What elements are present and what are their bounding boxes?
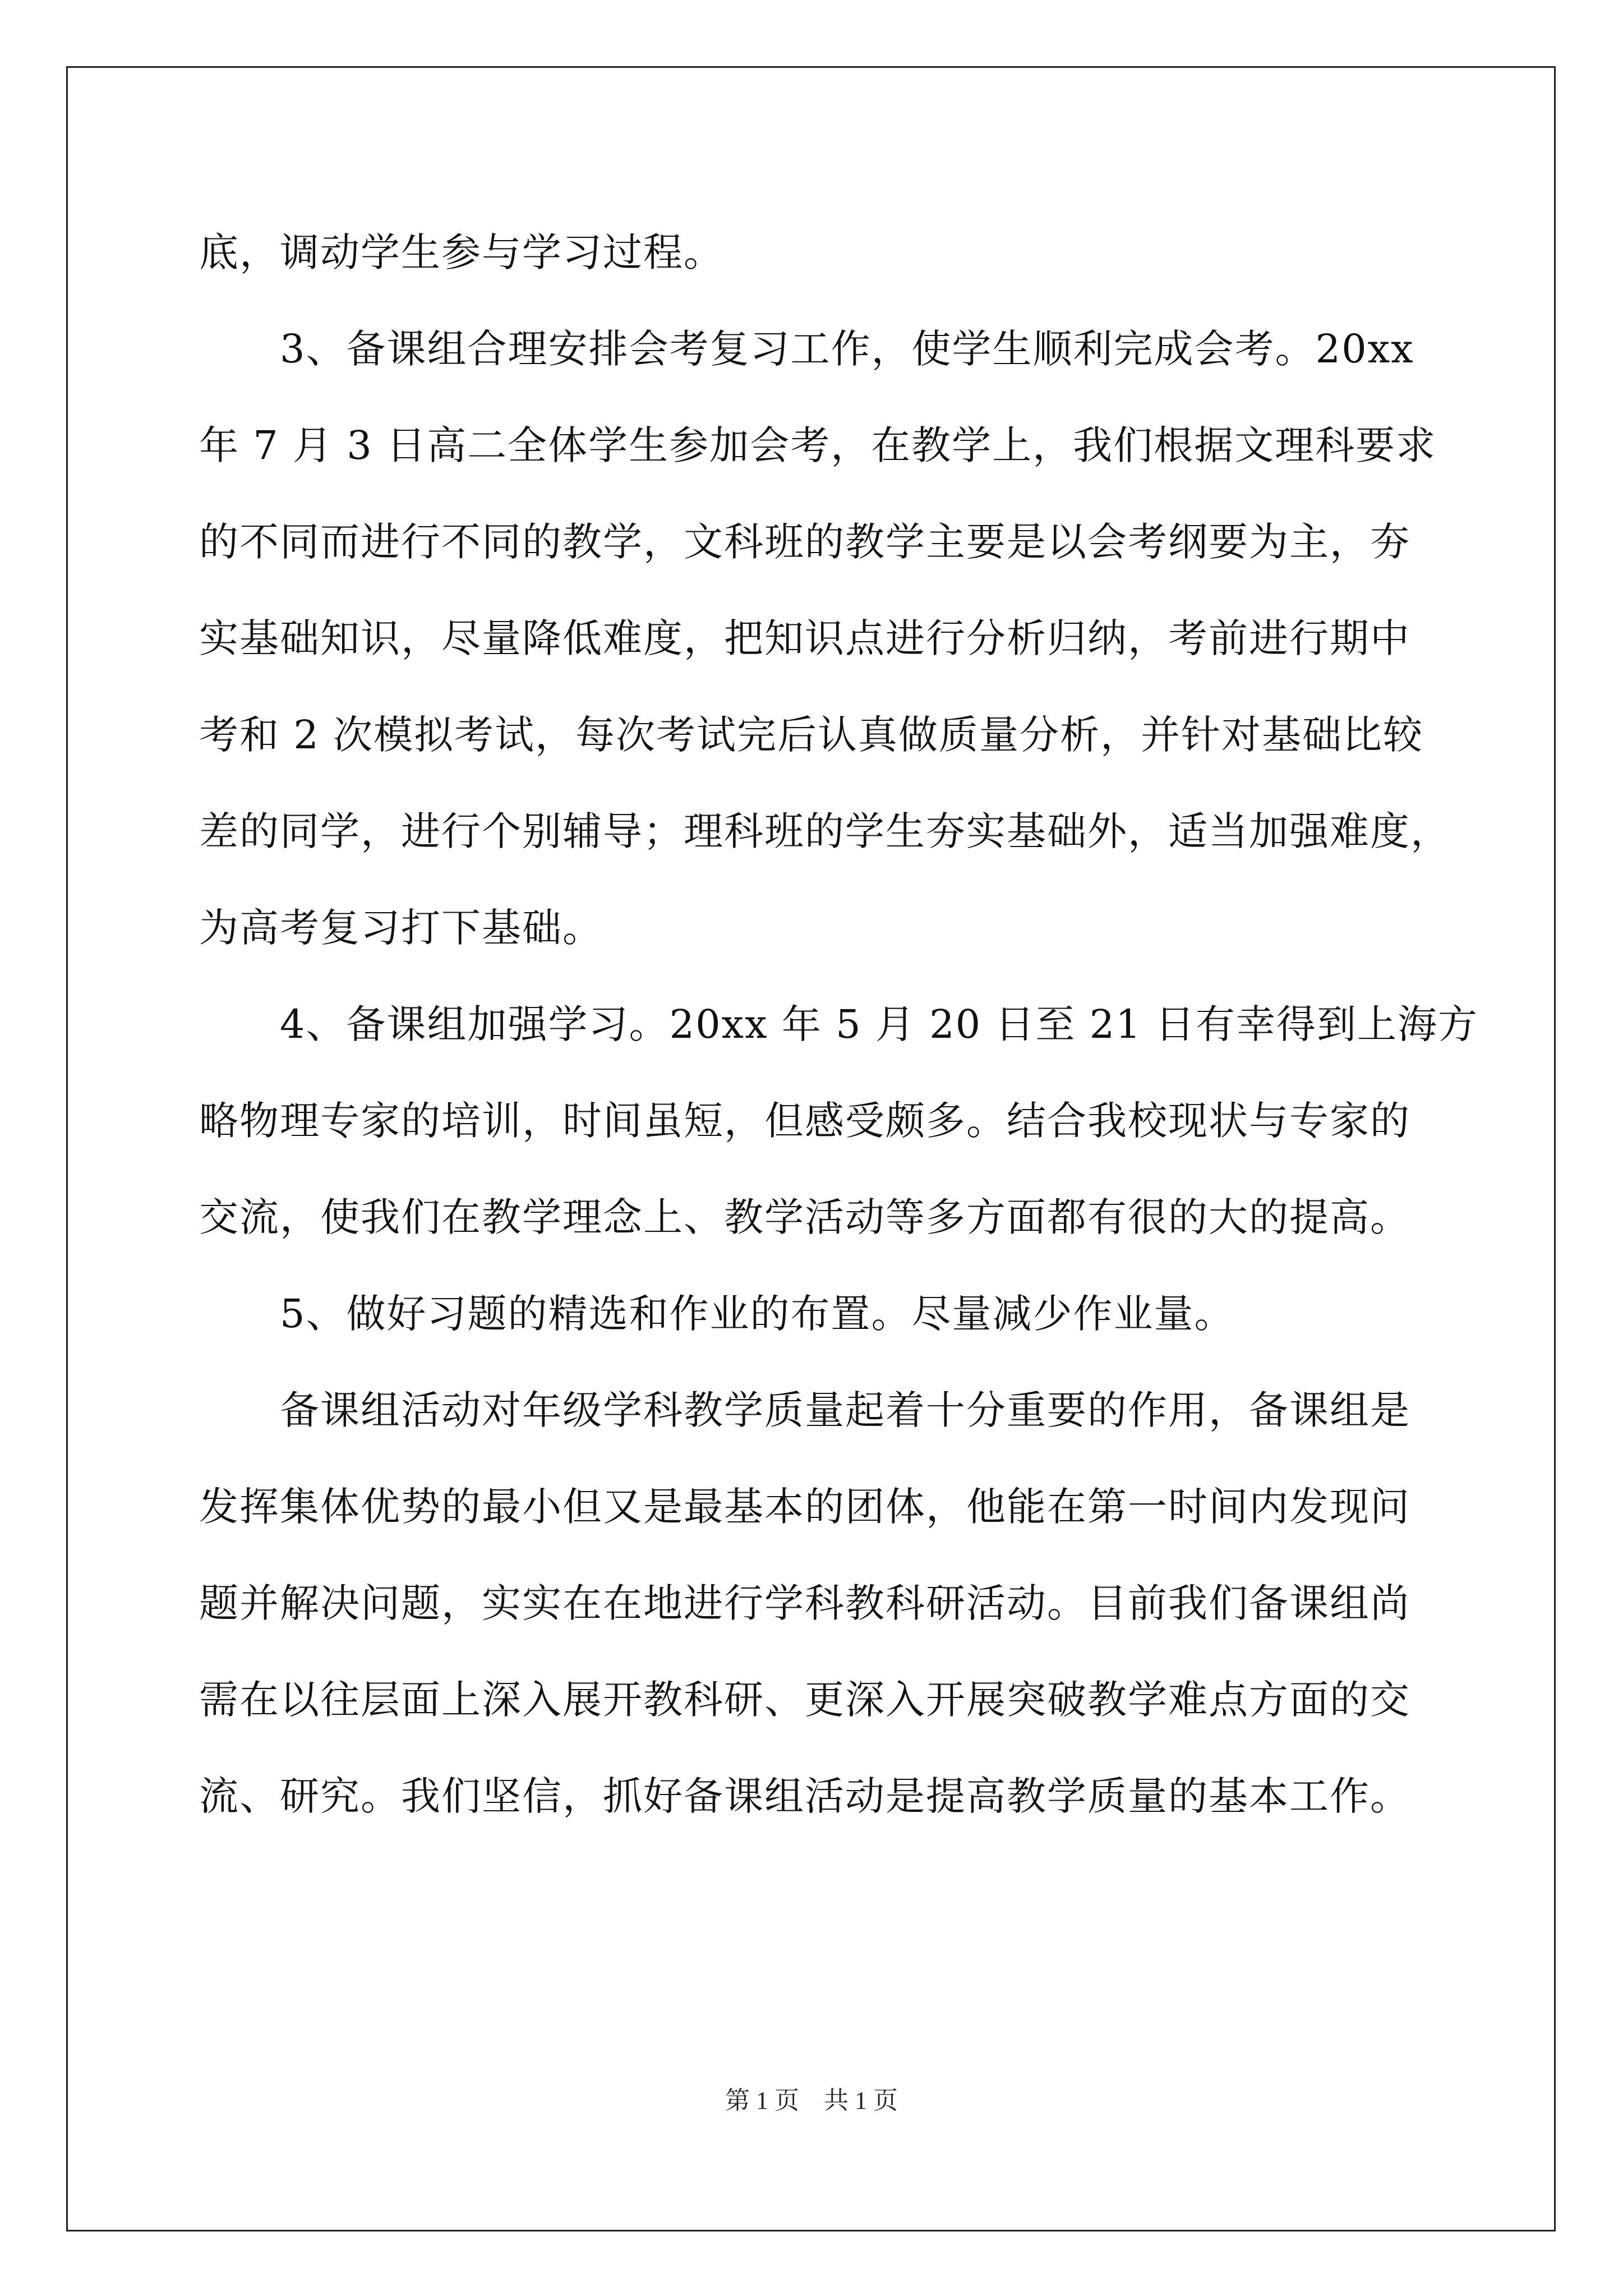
text-line: 5、做好习题的精选和作业的布置。尽量减少作业量。 [199,1291,1235,1337]
text-line: 发挥集体优势的最小但又是最基本的团体，他能在第一时间内发现问 [199,1484,1410,1530]
text-line: 略物理专家的培训，时间虽短，但感受颇多。结合我校现状与专家的 [199,1098,1410,1144]
text-line: 题并解决问题，实实在在地进行学科教科研活动。目前我们备课组尚 [199,1580,1410,1626]
page-number-footer: 第 1 页 共 1 页 [725,2087,898,2114]
text-line: 实基础知识，尽量降低难度，把知识点进行分析归纳，考前进行期中 [199,615,1410,661]
document-body [199,216,1478,1856]
text-line: 的不同而进行不同的教学，文科班的教学主要是以会考纲要为主，夯 [199,519,1410,565]
text-line: 年 7 月 3 日高二全体学生参加会考，在教学上，我们根据文理科要求 [199,422,1437,468]
text-line: 为高考复习打下基础。 [199,905,603,951]
text-line: 考和 2 次模拟考试，每次考试完后认真做质量分析，并针对基础比较 [199,712,1424,758]
text-line: 交流，使我们在教学理念上、教学活动等多方面都有很的大的提高。 [199,1194,1410,1240]
text-line: 3、备课组合理安排会考复习工作，使学生顺利完成会考。20xx [199,326,1414,372]
text-line: 差的同学，进行个别辅导；理科班的学生夯实基础外，适当加强难度， [199,808,1451,854]
text-line: 4、备课组加强学习。20xx 年 5 月 20 日至 21 日有幸得到上海方 [199,1001,1478,1047]
text-line: 备课组活动对年级学科教学质量起着十分重要的作用，备课组是 [199,1387,1410,1433]
text-line: 需在以往层面上深入展开教科研、更深入开展突破教学难点方面的交 [199,1677,1410,1723]
text-line: 流、研究。我们坚信，抓好备课组活动是提高教学质量的基本工作。 [199,1773,1410,1819]
text-line: 底，调动学生参与学习过程。 [199,229,724,275]
